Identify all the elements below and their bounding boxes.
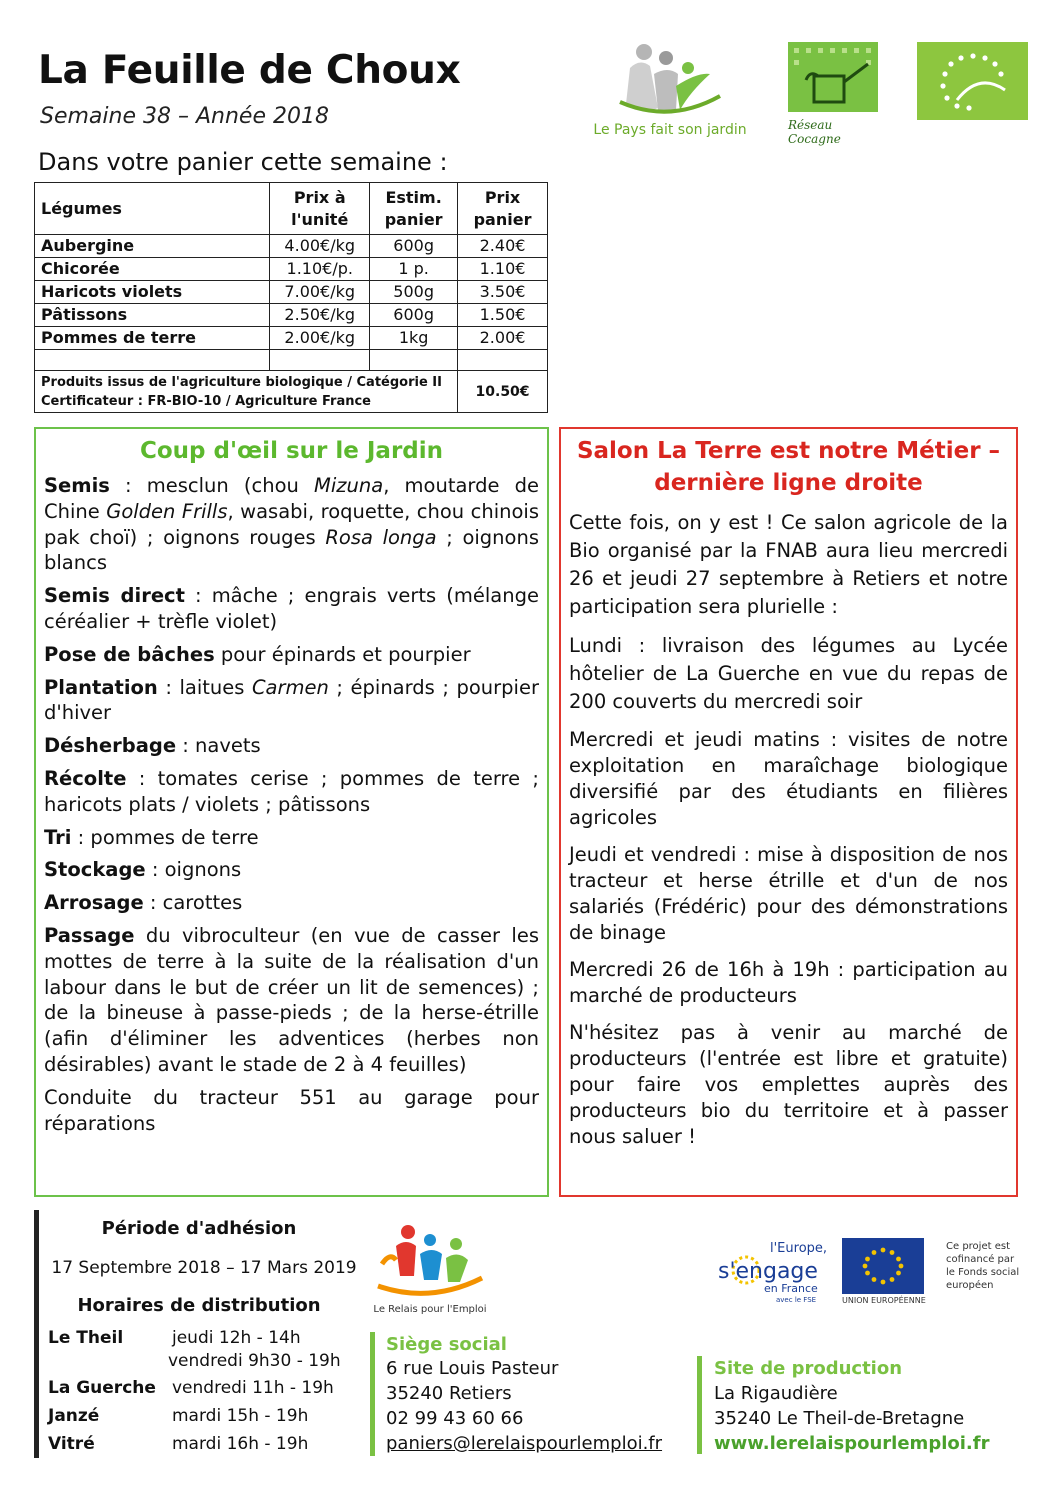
- estimate: 500g: [370, 281, 458, 304]
- salon-body: [561, 499, 1016, 1150]
- svg-text:en France: en France: [764, 1282, 818, 1295]
- garden-item: Conduite du tracteur 551 au garage pour réparations: [44, 1085, 539, 1135]
- garden-item: Passage du vibroculteur (en vue de casser les mottes de terre à la suite de la réalisation d'un labour dans le but de créer un lit de semences) ; de la bineuse à passe-pieds ; de la herse-étrille (afin d'éliminer les adventices (herbes non désirables) avant le stade de 2 à 4 feuilles): [44, 923, 539, 1076]
- footer-left-bar: [34, 1210, 39, 1458]
- salon-paragraph: Mercredi et jeudi matins : visites de notre exploitation en maraîchage biologique diversifié par des étudiants en filières agricoles: [569, 728, 1008, 829]
- header-legumes: Légumes: [35, 183, 270, 235]
- issue-subtitle: Semaine 38 – Année 2018: [40, 104, 329, 129]
- vegetable-name: Chicorée: [35, 258, 270, 281]
- unit-price: 4.00€/kg: [270, 235, 370, 258]
- svg-text:l'Europe,: l'Europe,: [770, 1241, 826, 1256]
- certification-note: [35, 371, 458, 413]
- garden-item: Pose de bâches pour épinards et pourpier: [44, 642, 471, 666]
- basket-price: 1.10€: [458, 258, 548, 281]
- site-address-line-1: La Rigaudière: [714, 1383, 838, 1404]
- schedule-place: Vitré: [48, 1434, 95, 1454]
- salon-title: [561, 435, 1016, 499]
- reseau-cocagne-logo: [788, 42, 886, 146]
- garden-item: Tri : pommes de terre: [44, 825, 259, 849]
- unit-price: 2.00€/kg: [270, 327, 370, 350]
- pays-logo-caption: Le Pays fait son jardin: [593, 122, 747, 138]
- certification-line-1: Produits issus de l'agriculture biologique / Catégorie II: [41, 374, 442, 390]
- vegetable-name: Pommes de terre: [35, 327, 270, 350]
- estimate: 1kg: [370, 327, 458, 350]
- table-row: [35, 281, 548, 304]
- website-link[interactable]: www.lerelaispourlemploi.fr: [714, 1433, 990, 1454]
- schedule-time: vendredi 11h - 19h: [172, 1378, 334, 1398]
- header-estimate: Estim. panier: [370, 183, 458, 235]
- cocagne-logo-caption: Réseau Cocagne: [788, 118, 841, 146]
- basket-price: 1.50€: [458, 304, 548, 327]
- membership-period-dates: 17 Septembre 2018 – 17 Mars 2019: [51, 1258, 357, 1278]
- salon-paragraph: N'hésitez pas à venir au marché de producteurs (l'entrée est libre et gratuite) pour faire vos emplettes auprès des producteurs bio du territoire et à passer nous saluer !: [569, 1021, 1008, 1148]
- relais-logo-caption: Le Relais pour l'Emploi: [373, 1304, 487, 1315]
- garden-body: [36, 467, 547, 1136]
- eu-flag-caption: UNION EUROPÉENNE: [842, 1296, 926, 1305]
- header-basket-price: Prix panier: [458, 183, 548, 235]
- table-footer-row: [35, 371, 548, 413]
- garden-item: Semis : mesclun (chou Mizuna, moutarde de Chine Golden Frills, wasabi, roquette, chou chinois pak choï) ; oignons rouges Rosa longa ; oignons blancs: [44, 474, 539, 575]
- siege-phone: 02 99 43 60 66: [386, 1408, 524, 1429]
- siege-email-link[interactable]: paniers@lerelaispourlemploi.fr: [386, 1433, 663, 1454]
- garden-item: Récolte : tomates cerise ; pommes de terre ; haricots plats / violets ; pâtissons: [44, 766, 539, 816]
- salon-paragraph: Lundi : livraison des légumes au Lycée hôtelier de La Guerche en vue du repas de 200 couverts du mercredi soir: [569, 634, 1008, 713]
- pays-fait-son-jardin-logo: [580, 38, 760, 140]
- empty-table-row: [35, 350, 548, 371]
- unit-price: 7.00€/kg: [270, 281, 370, 304]
- table-row: [35, 258, 548, 281]
- site-green-bar: [697, 1356, 702, 1454]
- schedule-place: Le Theil: [48, 1328, 124, 1348]
- schedule-time: mardi 15h - 19h: [172, 1406, 309, 1426]
- salon-paragraph: Cette fois, on y est ! Ce salon agricole de la Bio organisé par la FNAB aura lieu mercredi 26 et jeudi 27 septembre à Retiers et notre participation sera plurielle :: [569, 511, 1008, 618]
- salon-box: [559, 427, 1018, 1197]
- site-address-line-2: 35240 Le Theil-de-Bretagne: [714, 1408, 965, 1429]
- siege-address-line-1: 6 rue Louis Pasteur: [386, 1358, 559, 1379]
- garden-item: Arrosage : carottes: [44, 891, 243, 915]
- garden-item: Désherbage : navets: [44, 734, 261, 758]
- europe-s-engage-logo: [716, 1238, 826, 1304]
- siege-title: Siège social: [386, 1334, 507, 1355]
- garden-item: Semis direct : mâche ; engrais verts (mélange céréalier + trèfle violet): [44, 584, 539, 633]
- table-row: [35, 304, 548, 327]
- schedule-time: mardi 16h - 19h: [172, 1434, 309, 1454]
- newsletter-title: La Feuille de Choux: [38, 48, 461, 93]
- estimate: 600g: [370, 235, 458, 258]
- salon-paragraph: Jeudi et vendredi : mise à disposition de nos tracteur et herse étrille et d'un de nos salariés (Frédéric) pour des démonstrations de binage: [569, 843, 1008, 944]
- salon-title-line-2: dernière ligne droite: [654, 470, 923, 496]
- schedule-time: vendredi 9h30 - 19h: [168, 1351, 341, 1371]
- basket-price: 3.50€: [458, 281, 548, 304]
- site-title: Site de production: [714, 1358, 903, 1379]
- header-unit-price: Prix à l'unité: [270, 183, 370, 235]
- vegetable-name: Haricots violets: [35, 281, 270, 304]
- basket-table: [34, 182, 548, 413]
- salon-paragraph: Mercredi 26 de 16h à 19h : participation au marché de producteurs: [569, 958, 1008, 1007]
- schedule-time: jeudi 12h - 14h: [172, 1328, 301, 1348]
- basket-price: 2.00€: [458, 327, 548, 350]
- unit-price: 1.10€/p.: [270, 258, 370, 281]
- vegetable-name: Pâtissons: [35, 304, 270, 327]
- fse-cofinancing-caption: Ce projet est cofinancé par le Fonds social européen: [946, 1241, 1020, 1291]
- estimate: 600g: [370, 304, 458, 327]
- schedule-place: Janzé: [48, 1406, 100, 1426]
- svg-text:s'engage: s'engage: [718, 1259, 818, 1284]
- salon-title-line-1: Salon La Terre est notre Métier –: [576, 438, 1001, 464]
- garden-title: Coup d'œil sur le Jardin: [139, 438, 444, 464]
- svg-text:avec le FSE: avec le FSE: [776, 1296, 817, 1304]
- vegetable-name: Aubergine: [35, 235, 270, 258]
- eu-flag-icon: [842, 1238, 924, 1294]
- schedule-place: La Guerche: [48, 1378, 156, 1398]
- table-row: [35, 235, 548, 258]
- garden-item: Plantation : laitues Carmen ; épinards ; pourpier d'hiver: [44, 675, 539, 725]
- relais-pour-l-emploi-logo: [372, 1220, 488, 1320]
- siege-green-bar: [370, 1332, 375, 1456]
- estimate: 1 p.: [370, 258, 458, 281]
- distribution-hours-title: Horaires de distribution: [77, 1295, 321, 1316]
- basket-total: 10.50€: [458, 371, 548, 413]
- garden-box: [34, 427, 549, 1197]
- certification-line-2: Certificateur : FR-BIO-10 / Agriculture France: [41, 393, 371, 409]
- basket-price: 2.40€: [458, 235, 548, 258]
- unit-price: 2.50€/kg: [270, 304, 370, 327]
- membership-period-title: Période d'adhésion: [101, 1218, 297, 1239]
- garden-item: Stockage : oignons: [44, 858, 242, 882]
- table-row: [35, 327, 548, 350]
- eu-organic-leaf-logo: [917, 42, 1028, 120]
- siege-address-line-2: 35240 Retiers: [386, 1383, 512, 1404]
- basket-heading: Dans votre panier cette semaine :: [38, 148, 448, 176]
